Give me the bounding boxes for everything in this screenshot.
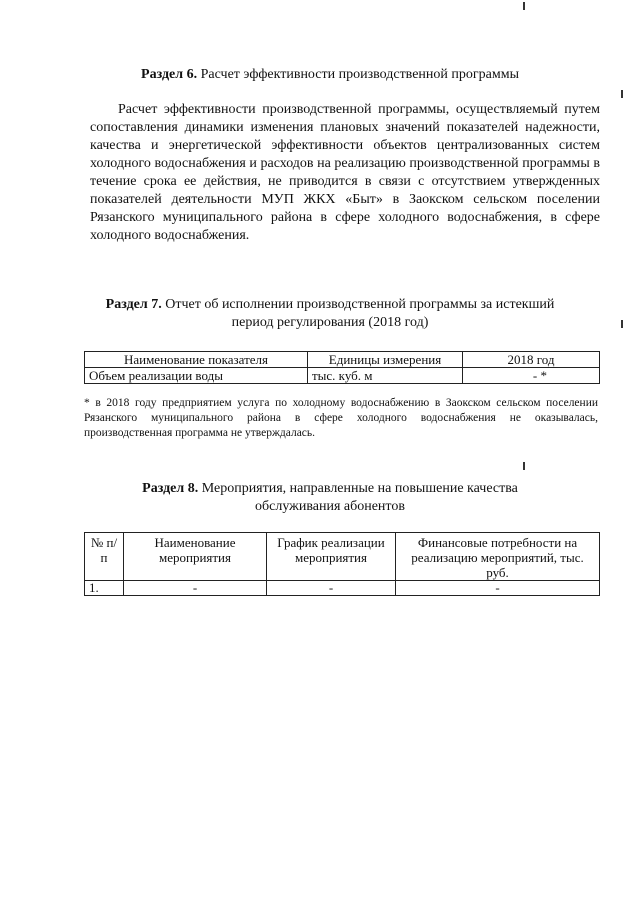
section8-number: Раздел 8. <box>142 481 199 496</box>
section6-heading <box>60 66 600 84</box>
col-header-schedule: График реализации мероприятия <box>267 533 396 581</box>
cell-measure: - <box>124 581 267 596</box>
table-row <box>85 581 600 596</box>
col-header-year: 2018 год <box>463 352 600 368</box>
table-header-row <box>85 352 600 368</box>
section8-heading <box>60 480 600 516</box>
scan-mark <box>621 320 623 328</box>
section7-footnote: * в 2018 году предприятием услуга по холодному водоснабжению в Заокском сельском поселении Рязанского муниципального района в сфере холодного водоснабжения не оказывалась, производственная программа не утверждалась. <box>84 397 598 439</box>
col-header-units: Единицы измерения <box>308 352 463 368</box>
col-header-indicator: Наименование показателя <box>85 352 308 368</box>
table-row <box>85 368 600 384</box>
col-header-measure: Наименование мероприятия <box>124 533 267 581</box>
col-header-number: № п/п <box>85 533 124 581</box>
scan-mark <box>621 90 623 98</box>
cell-number: 1. <box>85 581 124 596</box>
cell-value: - * <box>463 368 600 384</box>
section7-heading <box>60 296 600 332</box>
cell-units: тыс. куб. м <box>308 368 463 384</box>
section7-table <box>84 351 600 384</box>
section6-number: Раздел 6. <box>141 67 198 82</box>
cell-financing: - <box>396 581 600 596</box>
scan-mark <box>523 2 525 10</box>
section7-number: Раздел 7. <box>105 297 162 312</box>
section8-title-line1: Мероприятия, направленные на повышение качества <box>201 481 518 496</box>
section6-paragraph: Расчет эффективности производственной программы, осуществляемый путем сопоставления динамики изменения плановых значений показателей надежности, качества и энергетической эффективности объектов централизованных систем холодного водоснабжения и расходов на реализацию производственной программы в течение срока ее действия, не приводится в связи с отсутствием утвержденных показателей деятельности МУП ЖКХ «Быт» в Заокском сельском поселении Рязанского муниципального района в сфере холодного водоснабжения, в сфере холодного водоснабжения. <box>90 102 600 243</box>
section8-table <box>84 532 600 596</box>
cell-indicator: Объем реализации воды <box>85 368 308 384</box>
section8-title-line2: обслуживания абонентов <box>255 499 405 514</box>
table-header-row <box>85 533 600 581</box>
section7-title-line2: период регулирования (2018 год) <box>231 315 429 330</box>
section7-title-line1: Отчет об исполнении производственной программы за истекший <box>165 297 555 312</box>
scan-mark <box>523 462 525 470</box>
cell-schedule: - <box>267 581 396 596</box>
col-header-financing: Финансовые потребности на реализацию мероприятий, тыс. руб. <box>396 533 600 581</box>
section6-title: Расчет эффективности производственной программы <box>200 67 519 82</box>
